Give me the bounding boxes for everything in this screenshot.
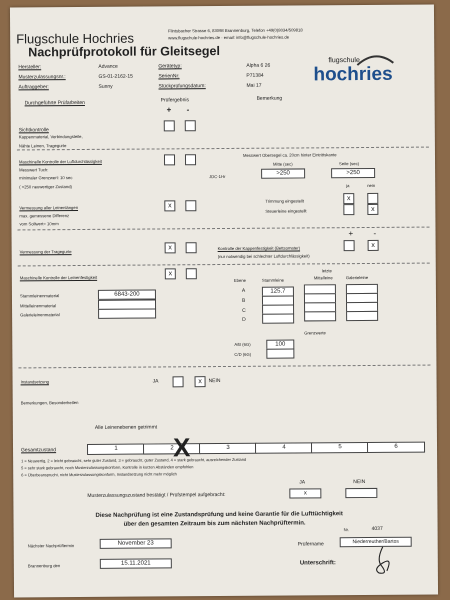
section-kappenfestigkeit: + - Kontrolle der Kappenfestigkeit (Bettsomater) (nur notwendig bei schlechter Luftdurchlässigkeit) x bbox=[10, 5, 434, 8]
muster-ja-box[interactable]: x bbox=[289, 488, 321, 498]
sicht-plus-checkbox[interactable] bbox=[164, 120, 175, 131]
pruefer-name: Niederreuther/Bartos bbox=[340, 537, 412, 548]
d-stamm-value bbox=[262, 314, 294, 324]
section-leinenfestigkeit: Maschinelle Kontrolle der Leinenfestigkeit x Stammleinenmaterial 6843-200 Mittelleinenmaterial Galerieleinenmaterial letzte Ebene Stammleine Mittelleine Galerieleine A B C D 125.7 Grenzwerte A/B (6G) C/D (6G) 100 bbox=[10, 5, 434, 8]
naechster-termin: November 23 bbox=[100, 538, 172, 549]
datum: 15.11.2021 bbox=[100, 558, 172, 569]
trimmung-nein-checkbox[interactable] bbox=[367, 193, 378, 204]
section-musterzulassung: JA NEIN Musterzulassungszustand bestätigt / Prüfstempel aufgebracht: x bbox=[10, 5, 434, 8]
column-ergebnis: Prüfergebnis bbox=[160, 97, 189, 104]
tragegurte-minus-checkbox[interactable] bbox=[186, 242, 197, 253]
section-gesamtzustand: Gesamtzustand 1 2 3 4 5 6 X 1 = Neuwertig, 2 = leicht gebraucht, sehr guter Zustand, 3 = gebraucht, guter Zustand, 4 = stark gebraucht, ausreichender Zustand 5 = sehr stark gebraucht, noch Musterzulassungskonform, Kontrolle in kurzen Abständen empfohlen 6 = Überbeansprucht, nicht Musterzulassungskonform, Instandsetzung nicht mehr möglich bbox=[10, 5, 434, 8]
column-pruefungen: Durchgeführte Prüfarbeiten bbox=[24, 99, 85, 107]
grade-6[interactable]: 6 bbox=[367, 442, 425, 453]
kappen-plus-checkbox[interactable] bbox=[344, 240, 355, 251]
muster-nein-box[interactable] bbox=[345, 488, 377, 498]
seite-value: >250 bbox=[331, 168, 375, 178]
grade-mark: X bbox=[172, 432, 191, 463]
protocol-sheet bbox=[10, 5, 438, 598]
trimmung-ja-checkbox[interactable]: x bbox=[343, 193, 354, 204]
d-mittel-value bbox=[304, 311, 336, 321]
company-web: www.flugschule-hochries.de · email: info@flugschule-hochries.de bbox=[168, 34, 290, 41]
kappen-minus-checkbox[interactable]: x bbox=[368, 240, 379, 251]
luft-plus-checkbox[interactable] bbox=[164, 154, 175, 165]
galerieleinen-material bbox=[98, 308, 156, 318]
instand-nein-checkbox[interactable]: x bbox=[195, 376, 206, 387]
grenzwert-cd bbox=[266, 349, 294, 359]
leinen-plus-checkbox[interactable]: x bbox=[164, 200, 175, 211]
section-bemerkungen: Bemerkungen, Besonderheiten Alle Leinenebenen getrimmt bbox=[20, 400, 158, 431]
column-bemerkung: Bemerkung bbox=[256, 95, 283, 102]
company-name: Flugschule Hochries bbox=[16, 30, 134, 47]
grade-2[interactable]: 2 bbox=[143, 443, 201, 454]
section-tragegurte: Vermessung der Tragegurte x bbox=[10, 5, 434, 8]
column-minus: - bbox=[186, 105, 190, 115]
steuer-nein-checkbox[interactable]: x bbox=[367, 204, 378, 215]
protocol-number: 4037 bbox=[371, 525, 383, 532]
footer: Nr. 4037 Nächster Nachprüftermin November 23 Prüfername Niederreuther/Bartos Brannenburg den 15.11.2021 Unterschrift: bbox=[10, 5, 434, 8]
divider bbox=[17, 227, 429, 231]
grenzwert-ab: 100 bbox=[266, 340, 294, 350]
section-sichtkontrolle: Sichtkontrolle Kappenmaterial, Verbindungsteile, Nähte Leinen, Tragegurte bbox=[10, 5, 434, 8]
luft-minus-checkbox[interactable] bbox=[185, 154, 196, 165]
festigkeit-minus-checkbox[interactable] bbox=[186, 268, 197, 279]
section-leinenlaengen: Vermessung aller Leinenlängen max. gemessene Differenz vom Sollwert= 10mm x ja nein Trimmung eingestellt Steuerleine eingestellt x x bbox=[10, 5, 434, 8]
grade-5[interactable]: 5 bbox=[311, 442, 369, 453]
grade-1[interactable]: 1 bbox=[87, 444, 145, 455]
leinen-minus-checkbox[interactable] bbox=[185, 200, 196, 211]
column-plus: + bbox=[166, 105, 172, 115]
instand-ja-checkbox[interactable] bbox=[173, 376, 184, 387]
paraglider-icon bbox=[355, 53, 395, 67]
grade-4[interactable]: 4 bbox=[255, 442, 313, 453]
sicht-minus-checkbox[interactable] bbox=[185, 120, 196, 131]
divider bbox=[18, 365, 430, 369]
garantie-line-2: über den gesamten Zeitraum bis zum nächsten Nachprüftermin. bbox=[123, 520, 306, 528]
hochries-logo: flugschule hochries bbox=[10, 5, 434, 8]
tragegurte-plus-checkbox[interactable]: x bbox=[165, 242, 176, 253]
section-instandsetzung: Instandsetzung JA x NEIN bbox=[10, 5, 434, 8]
steuer-ja-checkbox[interactable] bbox=[343, 204, 354, 215]
stammleinen-material: 6843-200 bbox=[98, 289, 156, 299]
garantie-line-1: Diese Nachprüfung ist eine Zustandsprüfung und keine Garantie für die Lufttüchtigkeit bbox=[95, 511, 343, 519]
bemerkungen-text: Alle Leinenebenen getrimmt bbox=[94, 424, 158, 431]
divider bbox=[18, 263, 430, 267]
company-address: Flintsbacher Strasse 6, 83098 Brannenburg, Telefon +49(0)8034/509818 bbox=[168, 27, 303, 34]
section-luftdurchlaessigkeit: Maschinelle Kontrolle der Luftdurchlässigkeit Messwert Tuch: minimaler Grenzwert: 10 sec ( >250 neuwertiger Zustand) Messwert Obersegel ca. 20cm hinter Eintrittskante Mitte (sec) Seite (sec) JDC-1Hr >250 >250 bbox=[10, 5, 434, 8]
festigkeit-plus-checkbox[interactable]: x bbox=[165, 268, 176, 279]
info-block: Hersteller: Advance Gerätetyp: Alpha 6 26 Musterzulassungsnr.: GS-01-2162-15 SerienNr: P71384 Auftraggeber: Sunny Stückprüfungsdatum: Mai 17 bbox=[18, 62, 271, 91]
a-stamm-value: 125.7 bbox=[262, 287, 294, 297]
signature-icon bbox=[369, 545, 399, 577]
d-galerie-value bbox=[346, 311, 378, 321]
document-title: Nachprüfprotokoll für Gleitsegel bbox=[28, 44, 220, 60]
mitte-value: >250 bbox=[261, 168, 305, 178]
divider bbox=[17, 147, 429, 151]
grade-3[interactable]: 3 bbox=[199, 443, 257, 454]
